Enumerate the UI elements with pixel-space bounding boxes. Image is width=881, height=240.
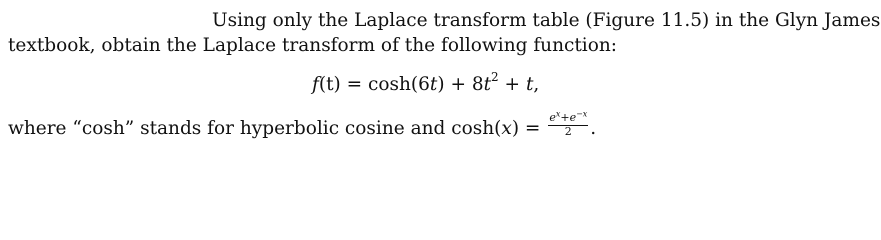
- cosh-close-and-coefficient: ) + 8: [437, 74, 484, 95]
- note-variable: x: [501, 118, 512, 139]
- cosh-variable: t: [429, 74, 438, 95]
- paragraph-line-1: Using only the Laplace transform table (Figure 11.5) in the Glyn James: [212, 10, 881, 31]
- equals-sign: =: [340, 74, 368, 95]
- fraction-denominator: 2: [564, 125, 572, 138]
- equation-comma: ,: [533, 74, 540, 95]
- numerator-exp2: −x: [576, 109, 588, 119]
- display-equation: [312, 69, 540, 96]
- linear-term: t: [525, 74, 534, 95]
- exponent: 2: [491, 69, 499, 84]
- fraction-numerator: [548, 109, 588, 126]
- numerator-plus: +: [560, 111, 570, 124]
- numerator-e2: e: [569, 111, 577, 124]
- note-text: where “cosh” stands for hyperbolic cosine and cosh(: [8, 118, 502, 139]
- quadratic-variable: t: [483, 74, 492, 95]
- function-argument: (t): [318, 74, 341, 95]
- plus-sign: +: [498, 74, 526, 95]
- cosh-definition-fraction: [548, 109, 588, 138]
- function-name: f: [312, 74, 319, 95]
- cosh-term: cosh(6: [368, 74, 430, 95]
- paragraph-line-2: textbook, obtain the Laplace transform of the following function:: [8, 35, 618, 56]
- numerator-exp1: x: [555, 109, 561, 119]
- numerator-e1: e: [549, 111, 556, 124]
- note-equals: ) =: [511, 118, 547, 139]
- note-period: .: [590, 118, 597, 139]
- definition-note: [8, 109, 597, 142]
